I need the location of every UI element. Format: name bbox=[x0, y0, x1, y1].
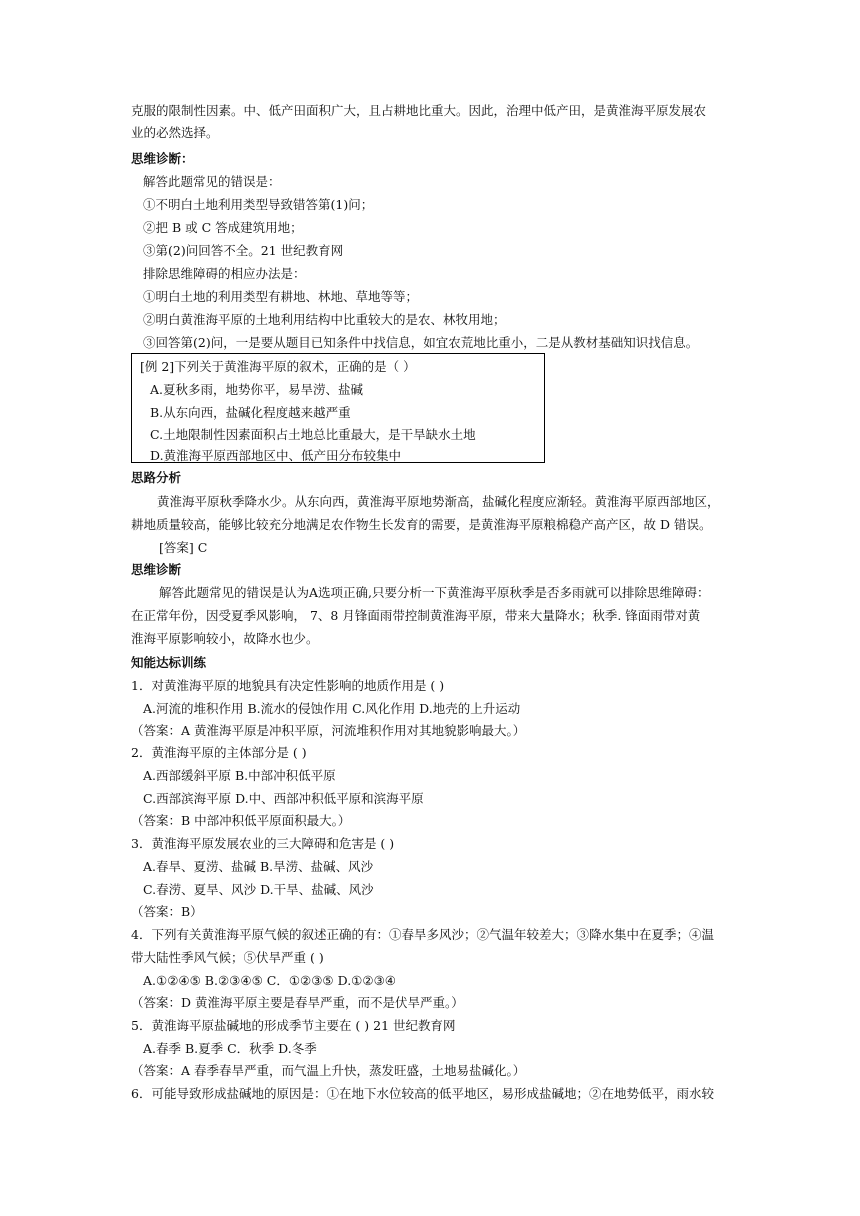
q2-answer: （答案：B 中部冲积低平原面积最大。） bbox=[131, 813, 351, 828]
analysis-answer: [答案] C bbox=[159, 540, 208, 555]
analysis-line-1: 黄淮海平原秋季降水少。从东向西，黄淮海平原地势渐高，盐碱化程度应渐轻。黄淮海平原西部地区， bbox=[157, 494, 720, 509]
q4-stem-2: 带大陆性季风气候；⑤伏旱严重 ( ) bbox=[131, 950, 324, 965]
diagnosis2-line-3: 淮海平原影响较小，故降水也少。 bbox=[131, 631, 319, 646]
q4-answer: （答案：D 黄淮海平原主要是春旱严重，而不是伏旱严重。） bbox=[131, 995, 464, 1010]
q4-stem-1: 4．下列有关黄淮海平原气候的叙述正确的有：①春旱多风沙；②气温年较差大；③降水集中在夏季；④温 bbox=[131, 927, 714, 942]
intro-line-2: 业的必然选择。 bbox=[131, 125, 219, 140]
fixes-lead: 排除思维障碍的相应办法是： bbox=[143, 266, 306, 281]
error-item-1: ①不明白土地利用类型导致错答第(1)问； bbox=[143, 197, 374, 212]
q3-answer: （答案：B） bbox=[131, 904, 203, 919]
intro-line-1: 克服的限制性因素。中、低产田面积广大，且占耕地比重大。因此，治理中低产田，是黄淮海平原发展农 bbox=[131, 103, 707, 118]
q1-options: A.河流的堆积作用 B.流水的侵蚀作用 C.风化作用 D.地壳的上升运动 bbox=[143, 701, 521, 716]
q1-stem: 1．对黄淮海平原的地貌具有决定性影响的地质作用是 ( ) bbox=[131, 678, 445, 693]
errors-lead: 解答此题常见的错误是： bbox=[143, 174, 281, 189]
q5-answer: （答案：A 春季春旱严重，而气温上升快，蒸发旺盛，土地易盐碱化。） bbox=[131, 1063, 526, 1078]
example-box bbox=[131, 353, 545, 463]
q4-options: A.①②④⑤ B.②③④⑤ C．①②③⑤ D.①②③④ bbox=[143, 973, 396, 988]
q3-options-2: C.春涝、夏旱、风沙 D.干旱、盐碱、风沙 bbox=[143, 882, 374, 897]
q5-options: A.春季 B.夏季 C．秋季 D.冬季 bbox=[143, 1041, 317, 1056]
diagnosis2-heading: 思维诊断 bbox=[131, 562, 182, 577]
q2-stem: 2．黄淮海平原的主体部分是 ( ) bbox=[131, 745, 307, 760]
q5-stem: 5．黄淮诲平原盐碱地的形成季节主要在 ( ) 21 世纪教育网 bbox=[131, 1018, 456, 1033]
q6-stem: 6．可能导致形成盐碱地的原因是：①在地下水位较高的低平地区，易形成盐碱地；②在地势低平，雨水较 bbox=[131, 1086, 714, 1101]
q1-answer: （答案：A 黄淮海平原是冲积平原，河流堆积作用对其地貌影响最大。） bbox=[131, 723, 526, 738]
error-item-3: ③第(2)问回答不全。21 世纪教育网 bbox=[143, 243, 344, 258]
example-option-c: C.土地限制性因素面积占土地总比重最大，是干旱缺水土地 bbox=[150, 427, 476, 442]
example-option-d: D.黄淮海平原西部地区中、低产田分布较集中 bbox=[150, 448, 402, 463]
fix-item-2: ②明白黄淮海平原的土地利用结构中比重较大的是农、林牧用地； bbox=[143, 312, 506, 327]
example-option-a: A.夏秋多雨，地势你平，易旱涝、盐碱 bbox=[150, 382, 364, 397]
q2-options-1: A.西部缓斜平原 B.中部冲积低平原 bbox=[143, 768, 336, 783]
example-option-b: B.从东向西，盐碱化程度越来越严重 bbox=[150, 405, 351, 420]
q2-options-2: C.西部滨海平原 D.中、西部冲积低平原和滨海平原 bbox=[143, 791, 424, 806]
q3-stem: 3．黄淮海平原发展农业的三大障碍和危害是 ( ) bbox=[131, 836, 395, 851]
analysis-heading: 思路分析 bbox=[131, 470, 182, 485]
diagnosis-heading: 思维诊断： bbox=[131, 151, 194, 166]
fix-item-3: ③回答第(2)问，一是要从题目已知条件中找信息，如宜农荒地比重小，二是从教材基础知识找信息。 bbox=[143, 335, 699, 350]
example-question: [例 2]下列关于黄淮海平原的叙术，正确的是（ ） bbox=[140, 359, 416, 374]
diagnosis2-line-2: 在正常年份，因受夏季风影响， 7、8 月锋面雨带控制黄淮海平原，带来大量降水；秋季. 锋面雨带对黄 bbox=[131, 608, 701, 623]
error-item-2: ②把 B 或 C 答成建筑用地； bbox=[143, 220, 303, 235]
diagnosis2-line-1: 解答此题常见的错误是认为A选项正确,只要分析一下黄淮海平原秋季是否多雨就可以排除思维障碍： bbox=[159, 585, 710, 600]
analysis-line-2: 耕地质量较高，能够比较充分地满足农作物生长发育的需要，是黄淮海平原粮棉稳产高产区，故 D 错误。 bbox=[131, 517, 712, 532]
training-heading: 知能达标训练 bbox=[131, 655, 207, 670]
q3-options-1: A.春旱、夏涝、盐碱 B.旱涝、盐碱、风沙 bbox=[143, 859, 374, 874]
fix-item-1: ①明白土地的利用类型有耕地、林地、草地等等； bbox=[143, 289, 419, 304]
